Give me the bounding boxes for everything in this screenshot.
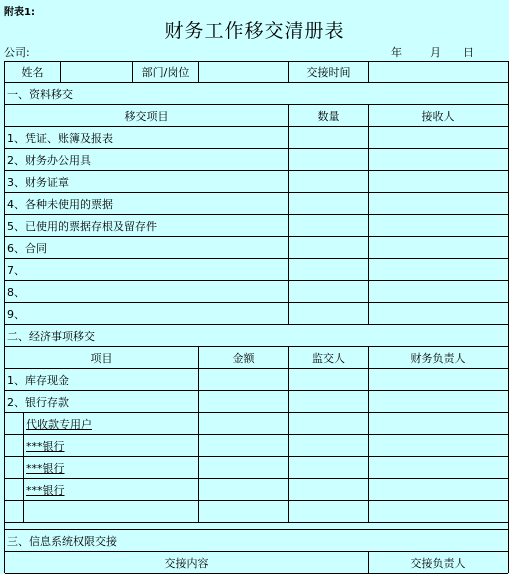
sub-item-label [23,435,198,456]
table-header [5,105,508,127]
quantity-cell[interactable] [288,171,368,192]
column-header: 接收人 [368,105,507,126]
table-row [5,303,508,325]
column-header: 交接负责人 [368,552,507,573]
dept-value[interactable] [198,62,288,82]
supervisor-cell[interactable] [288,501,368,522]
finance-head-cell[interactable] [368,391,507,412]
quantity-cell[interactable] [288,193,368,214]
supervisor-cell[interactable] [288,435,368,456]
receiver-cell[interactable] [368,215,507,236]
month-label: 月 [430,46,441,59]
column-header: 财务负责人 [368,347,507,368]
sub-item-label [23,413,198,434]
section-title [5,83,508,105]
table-header [5,552,508,574]
receiver-cell[interactable] [368,303,507,324]
table-row [5,193,508,215]
table-row [5,479,508,501]
column-header: 金额 [198,347,288,368]
table-header [5,347,508,369]
item-label: 9、 [7,307,25,321]
sub-item-text: 代收款专用户 [26,417,92,431]
table-row [5,215,508,237]
quantity-cell[interactable] [288,259,368,280]
sub-item-text: ***银行 [26,439,65,453]
section3-title: 三、信息系统权限交接 [7,534,117,548]
item-label: 7、 [7,263,25,277]
section1-title: 一、资料移交 [7,87,73,101]
sub-item-text: ***银行 [26,483,65,497]
column-header: 移交项目 [124,109,169,123]
supervisor-cell[interactable] [288,479,368,500]
table-row [5,171,508,193]
item-label: 4、各种未使用的票据 [7,197,113,211]
name-value[interactable] [60,62,132,82]
item-label: 2、财务办公用具 [7,153,91,167]
supervisor-cell[interactable] [288,369,368,390]
handover-table [4,61,509,573]
receiver-cell[interactable] [368,259,507,280]
quantity-cell[interactable] [288,281,368,302]
column-header: 监交人 [288,347,368,368]
sub-item-text: ***银行 [26,461,65,475]
receiver-cell[interactable] [368,171,507,192]
table-row [5,149,508,171]
amount-cell[interactable] [198,501,288,522]
column-header: 数量 [288,105,368,126]
item-label: 3、财务证章 [7,175,69,189]
supervisor-cell[interactable] [288,413,368,434]
sub-item-label [23,501,198,522]
day-label: 日 [463,46,474,59]
item-label: 6、合同 [7,241,47,255]
table-row [5,281,508,303]
finance-head-cell[interactable] [368,369,507,390]
table-row [5,501,508,523]
finance-head-cell[interactable] [368,435,507,456]
receiver-cell[interactable] [368,237,507,258]
time-label: 交接时间 [288,62,368,82]
sub-item-label [23,479,198,500]
amount-cell[interactable] [198,435,288,456]
amount-cell[interactable] [198,369,288,390]
receiver-cell[interactable] [368,193,507,214]
info-row [5,62,508,83]
table-row [5,369,508,391]
quantity-cell[interactable] [288,149,368,170]
table-row [5,413,508,435]
item-label: 5、已使用的票据存根及留存件 [7,219,157,233]
finance-head-cell[interactable] [368,479,507,500]
column-header: 交接内容 [164,556,209,570]
receiver-cell[interactable] [368,149,507,170]
amount-cell[interactable] [198,413,288,434]
supervisor-cell[interactable] [288,391,368,412]
name-label: 姓名 [21,66,44,79]
table-row [5,457,508,479]
receiver-cell[interactable] [368,281,507,302]
year-label: 年 [391,46,402,59]
quantity-cell[interactable] [288,237,368,258]
amount-cell[interactable] [198,479,288,500]
quantity-cell[interactable] [288,215,368,236]
company-label: 公司: [4,46,30,59]
section-title [5,325,508,347]
quantity-cell[interactable] [288,127,368,148]
table-row [5,435,508,457]
finance-head-cell[interactable] [368,457,507,478]
item-label: 1、库存现金 [7,373,69,387]
sub-item-label [23,457,198,478]
section2-title: 二、经济事项移交 [7,329,95,343]
item-label: 1、凭证、账簿及报表 [7,131,113,145]
attachment-label: 附表1: [4,7,35,18]
quantity-cell[interactable] [288,303,368,324]
amount-cell[interactable] [198,457,288,478]
finance-head-cell[interactable] [368,501,507,522]
finance-head-cell[interactable] [368,413,507,434]
amount-cell[interactable] [198,391,288,412]
supervisor-cell[interactable] [288,457,368,478]
dept-label: 部门/岗位 [132,62,198,82]
table-row [5,391,508,413]
section-title [5,529,508,552]
table-row [5,259,508,281]
item-label: 2、银行存款 [7,395,69,409]
column-header: 项目 [90,351,113,365]
item-label: 8、 [7,285,25,299]
form-title: 财务工作移交清册表 [164,20,345,42]
time-value[interactable] [368,62,507,82]
receiver-cell[interactable] [368,127,507,148]
table-row [5,127,508,149]
table-row [5,237,508,259]
